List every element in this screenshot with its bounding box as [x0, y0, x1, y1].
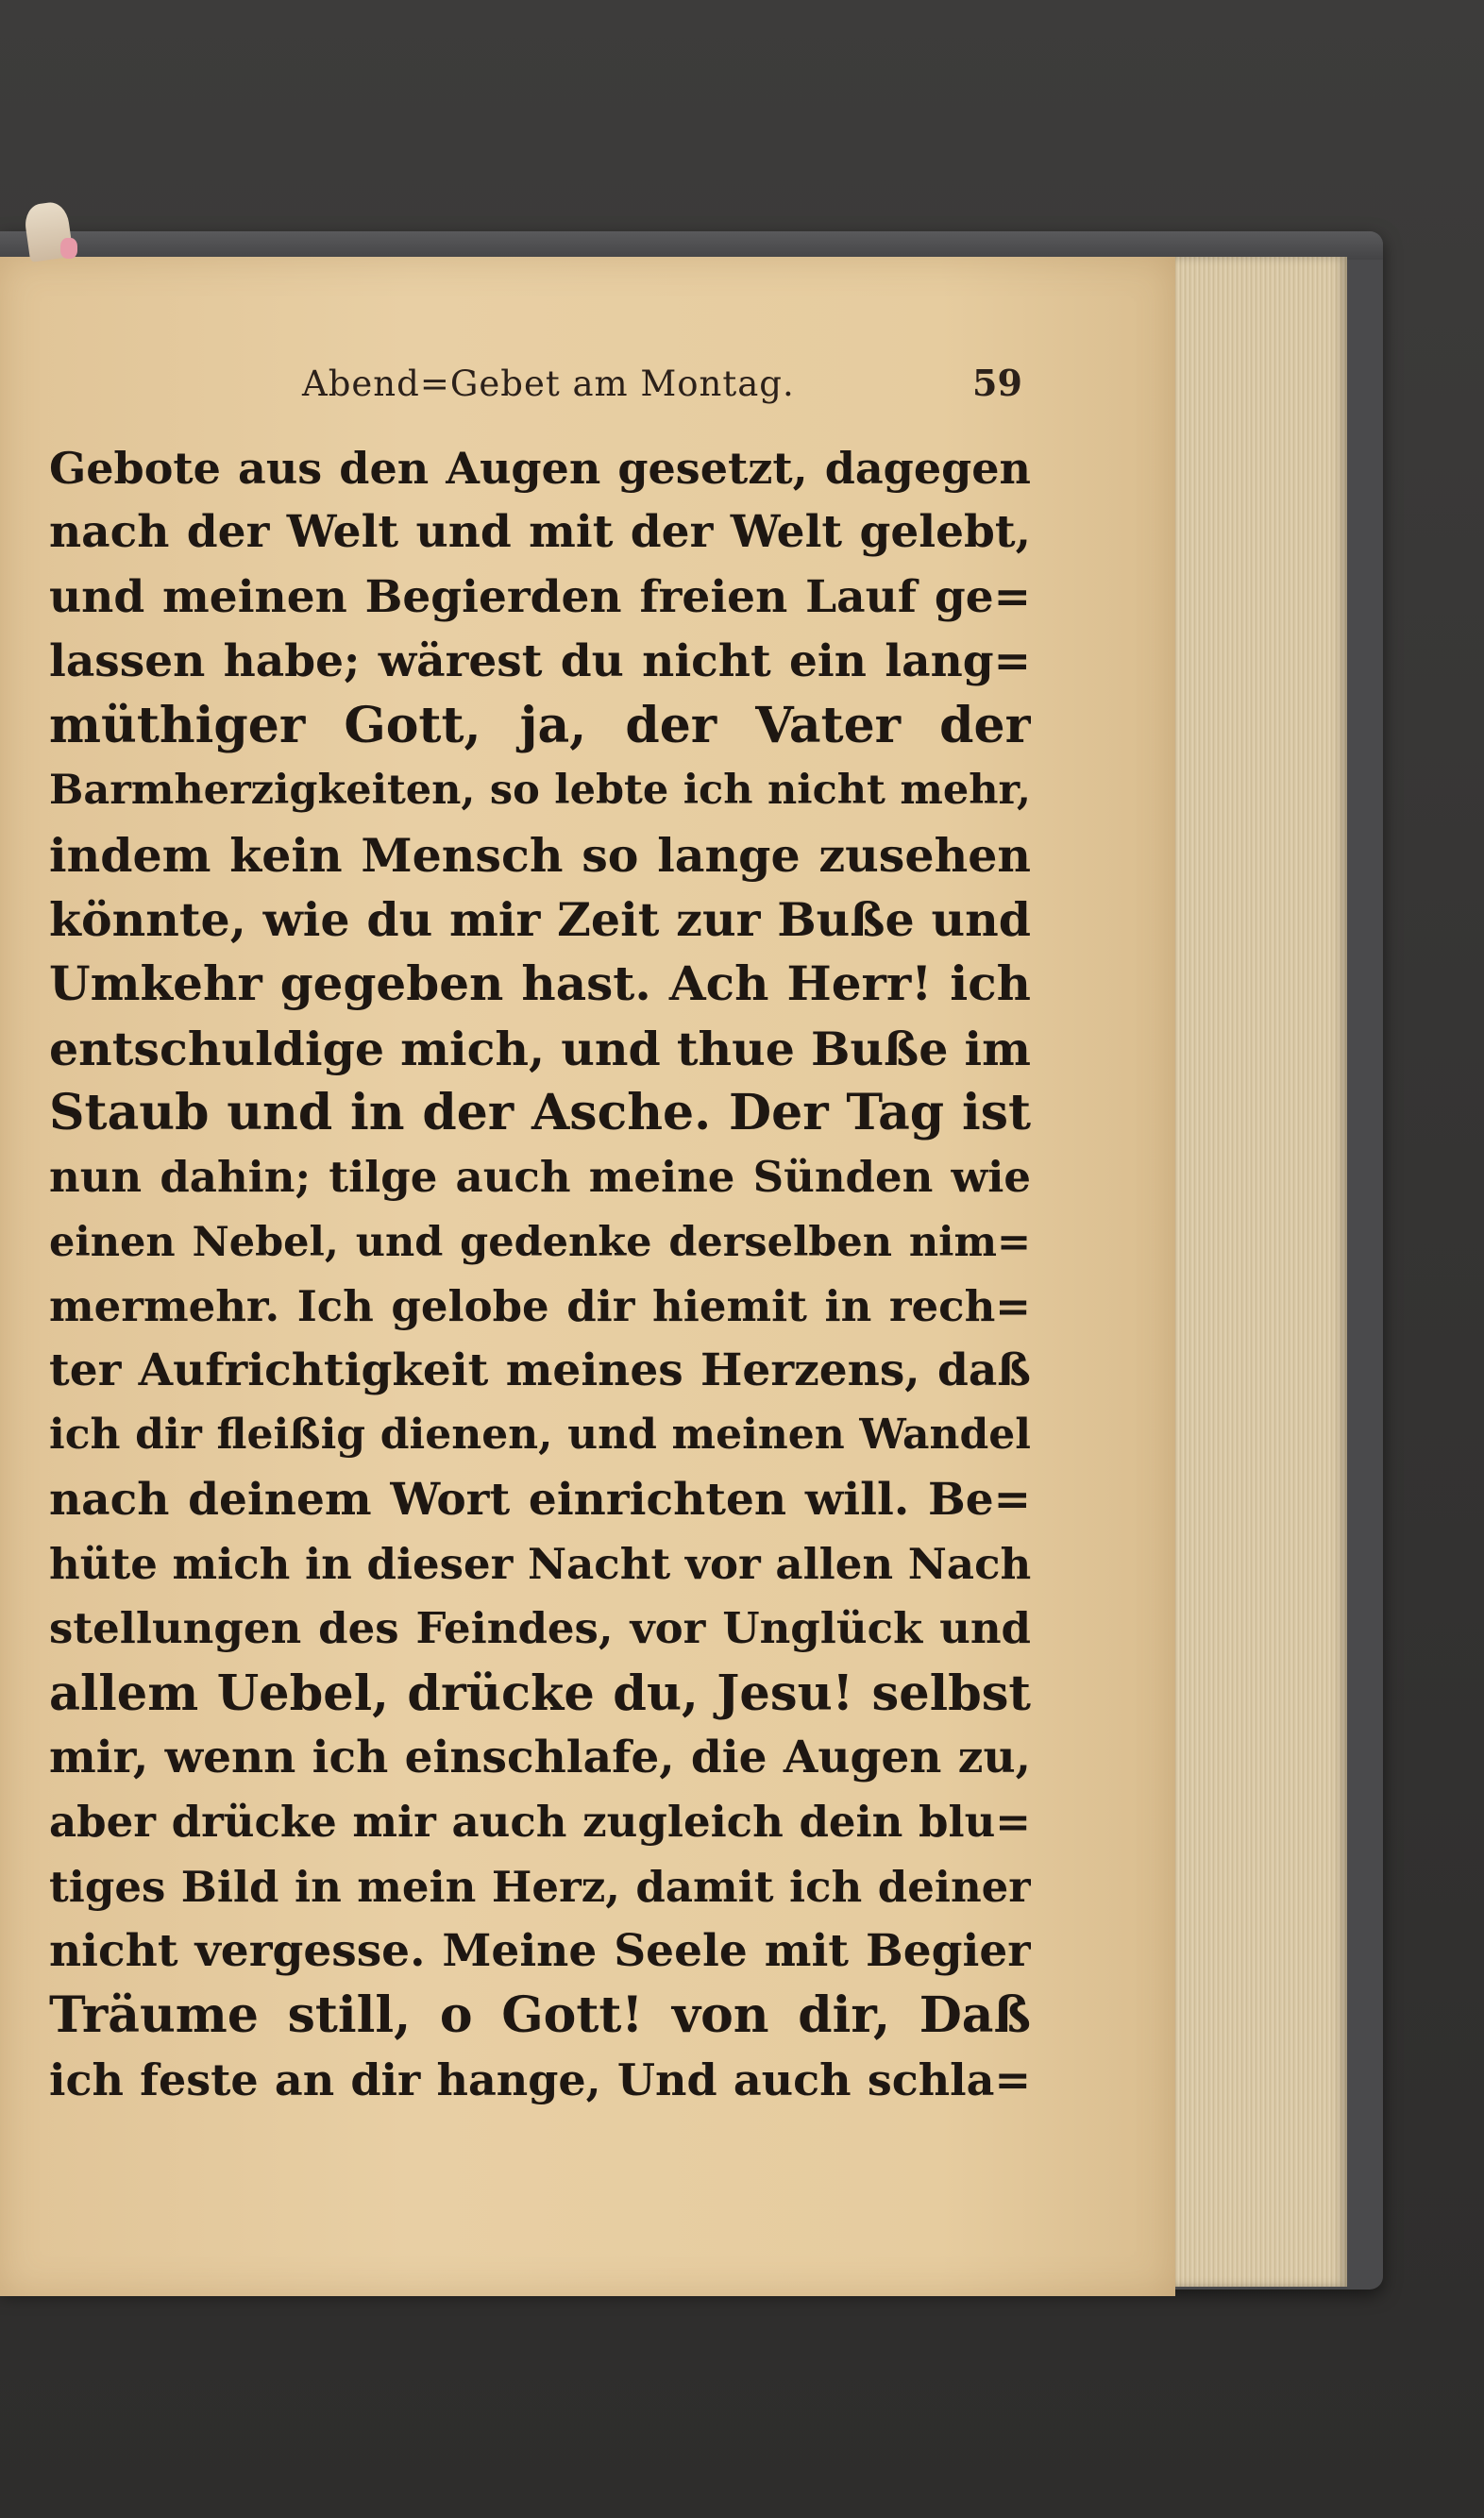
text-line: mermehr. Ich gelobe dir hiemit in rech=: [49, 1280, 1031, 1331]
text-line: mir, wenn ich einschlafe, die Augen zu,: [49, 1731, 1031, 1783]
text-line: einen Nebel, und gedenke derselben nim=: [49, 1218, 1031, 1266]
text-line: aber drücke mir auch zugleich dein blu=: [49, 1797, 1031, 1848]
book-cover-top-edge: [0, 231, 1383, 260]
text-line: nicht vergesse. Meine Seele mit Begier: [49, 1924, 1031, 1977]
text-line: hüte mich in dieser Nacht vor allen Nach: [49, 1539, 1031, 1590]
text-line: Umkehr gegeben hast. Ach Herr! ich: [49, 955, 1031, 1012]
text-line: nun dahin; tilge auch meine Sünden wie: [49, 1152, 1031, 1203]
body-text: [49, 436, 1031, 2113]
page-fore-edge: [1171, 257, 1347, 2287]
page-number: 59: [972, 362, 1022, 404]
text-line: stellungen des Feindes, vor Unglück und: [49, 1603, 1031, 1654]
text-line: allem Uebel, drücke du, Jesu! selbst: [49, 1665, 1031, 1722]
text-line: müthiger Gott, ja, der Vater der: [49, 697, 1031, 755]
text-line: ter Aufrichtigkeit meines Herzens, daß: [49, 1344, 1031, 1397]
text-line: ich dir fleißig dienen, und meinen Wandel: [49, 1411, 1031, 1460]
text-line: ich feste an dir hange, Und auch schla=: [49, 2054, 1031, 2106]
text-line: Gebote aus den Augen gesetzt, dagegen: [49, 443, 1031, 494]
running-head: Abend=Gebet am Montag.: [302, 363, 795, 404]
text-line: Barmherzigkeiten, so lebte ich nicht mehr,: [49, 767, 1031, 815]
text-line: entschuldige mich, und thue Buße im: [49, 1021, 1031, 1076]
text-line: und meinen Begierden freien Lauf ge=: [49, 570, 1031, 623]
text-line: lassen habe; wärest du nicht ein lang=: [49, 634, 1031, 687]
text-line: nach der Welt und mit der Welt gelebt,: [49, 506, 1031, 559]
text-line: nach deinem Wort einrichten will. Be=: [49, 1473, 1031, 1526]
text-line: Staub und in der Asche. Der Tag ist: [49, 1083, 1031, 1141]
text-line: indem kein Mensch so lange zusehen: [49, 827, 1031, 883]
text-line: könnte, wie du mir Zeit zur Buße und: [49, 892, 1031, 948]
text-line: Träume still, o Gott! von dir, Daß: [49, 1986, 1031, 2045]
text-line: tiges Bild in mein Herz, damit ich deiner: [49, 1861, 1031, 1912]
bookmark-tab: [60, 238, 77, 259]
